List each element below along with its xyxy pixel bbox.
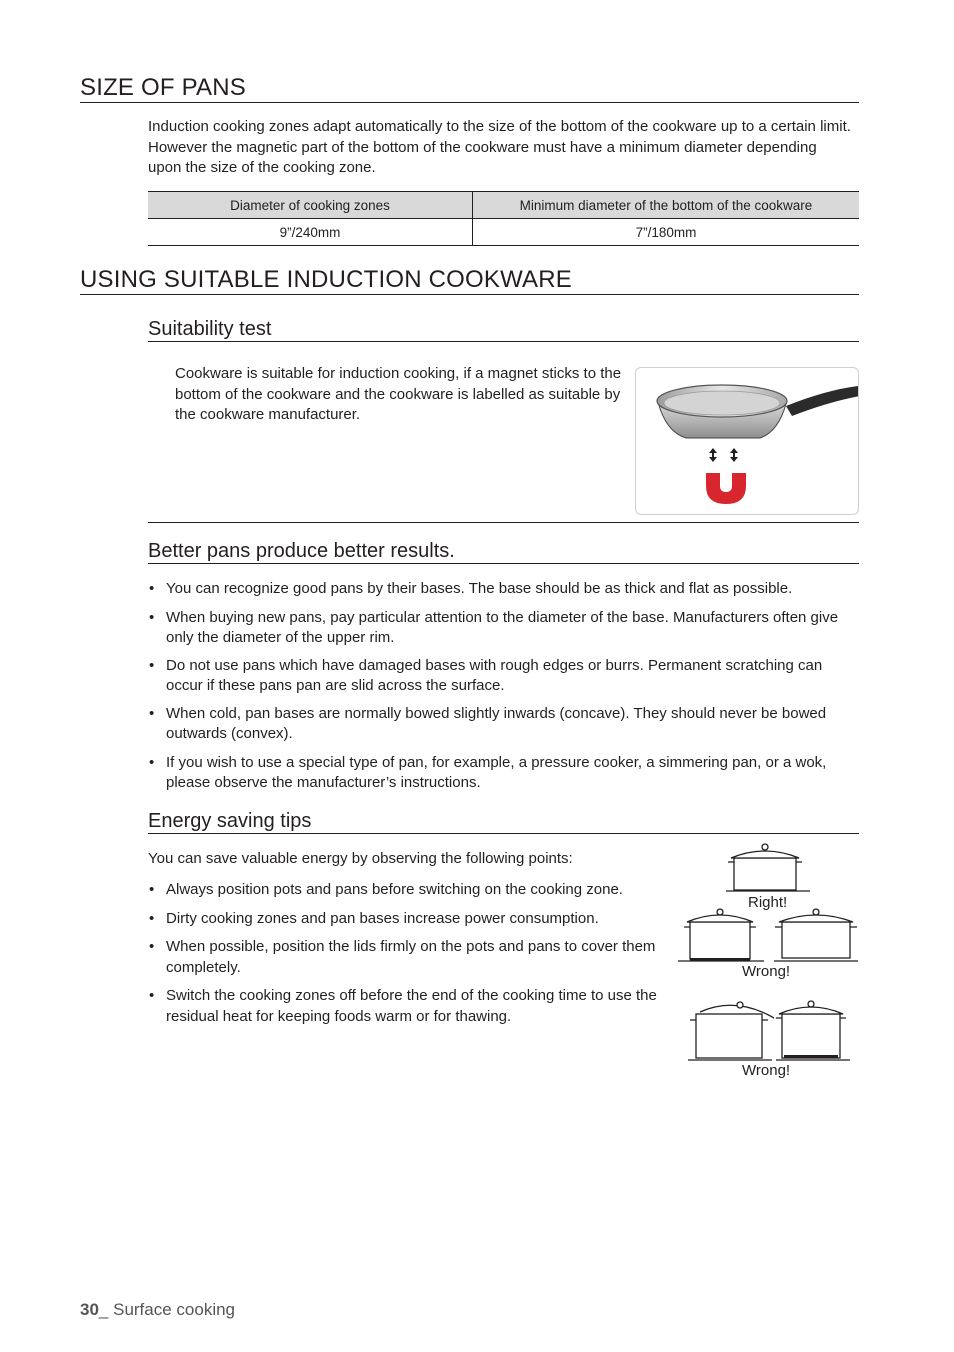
page-number: 30	[80, 1300, 99, 1319]
page-footer	[80, 1300, 235, 1320]
size-of-pans-intro: Induction cooking zones adapt automatically to the size of the bottom of the cookware up to a certain limit. However the magnetic part of the bottom of the cookware must have a minimum diameter depending upon the size of the cooking zone.	[148, 118, 851, 176]
footer-section: _ Surface cooking	[98, 1300, 236, 1319]
energy-saving-list	[148, 880, 666, 1027]
frying-pan-icon	[657, 385, 859, 438]
caption-wrong-2: Wrong!	[742, 1062, 791, 1079]
caption-wrong-1: Wrong!	[742, 963, 791, 980]
suitability-test-heading: Suitability test	[148, 317, 859, 342]
list-item: • If you wish to use a special type of pan, for example, a pressure cooker, a simmering pan, or a wok, please observe the manufacturer’s instructions.	[148, 753, 859, 794]
pot-wrong-convex-icon	[774, 909, 858, 961]
pan-magnet-illustration	[635, 367, 859, 515]
magnet-icon	[706, 468, 746, 504]
suitability-test-text: Cookware is suitable for induction cooking, if a magnet sticks to the bottom of the cookware and the cookware is labelled as suitable by the cookware manufacturer.	[175, 365, 622, 423]
table-cell: 7”/180mm	[473, 219, 860, 246]
table-cell: 9”/240mm	[148, 219, 473, 246]
attraction-arrows-icon	[709, 448, 738, 462]
size-of-pans-heading: SIZE OF PANS	[80, 74, 859, 103]
list-item: • Dirty cooking zones and pan bases increase power consumption.	[148, 909, 666, 930]
pot-wrong-lid-open-icon	[776, 1001, 850, 1060]
pot-wrong-small-icon	[678, 909, 764, 961]
table-header-min-diameter: Minimum diameter of the bottom of the cookware	[473, 192, 860, 219]
list-item: • You can recognize good pans by their bases. The base should be as thick and flat as possible.	[148, 579, 859, 600]
table-header-zone-diameter: Diameter of cooking zones	[148, 192, 473, 219]
table-header-row	[148, 192, 859, 219]
pot-correct-icon	[726, 844, 810, 891]
energy-saving-intro: You can save valuable energy by observing the following points:	[148, 850, 573, 867]
list-item: • Do not use pans which have damaged bases with rough edges or burrs. Permanent scratching can occur if these pans pan are slid across the surface.	[148, 656, 859, 697]
cookware-heading: USING SUITABLE INDUCTION COOKWARE	[80, 266, 859, 295]
list-item: • Switch the cooking zones off before the end of the cooking time to use the residual heat for keeping foods warm or for thawing.	[148, 986, 666, 1027]
list-item: • When cold, pan bases are normally bowed slightly inwards (concave). They should never be bowed outwards (convex).	[148, 704, 859, 745]
pot-placement-illustration	[678, 840, 862, 1065]
caption-right: Right!	[748, 894, 788, 911]
section-divider	[148, 522, 859, 523]
better-pans-heading: Better pans produce better results.	[148, 539, 859, 564]
pot-wrong-lid-icon	[688, 1002, 774, 1060]
energy-saving-heading: Energy saving tips	[148, 809, 859, 834]
list-item: • Always position pots and pans before switching on the cooking zone.	[148, 880, 666, 901]
list-item: • When buying new pans, pay particular attention to the diameter of the base. Manufacturers often give only the diameter of the upper rim.	[148, 608, 859, 649]
better-pans-list	[148, 579, 859, 794]
list-item: • When possible, position the lids firmly on the pots and pans to cover them completely.	[148, 937, 666, 978]
pan-size-table	[148, 191, 859, 246]
table-row	[148, 219, 859, 246]
